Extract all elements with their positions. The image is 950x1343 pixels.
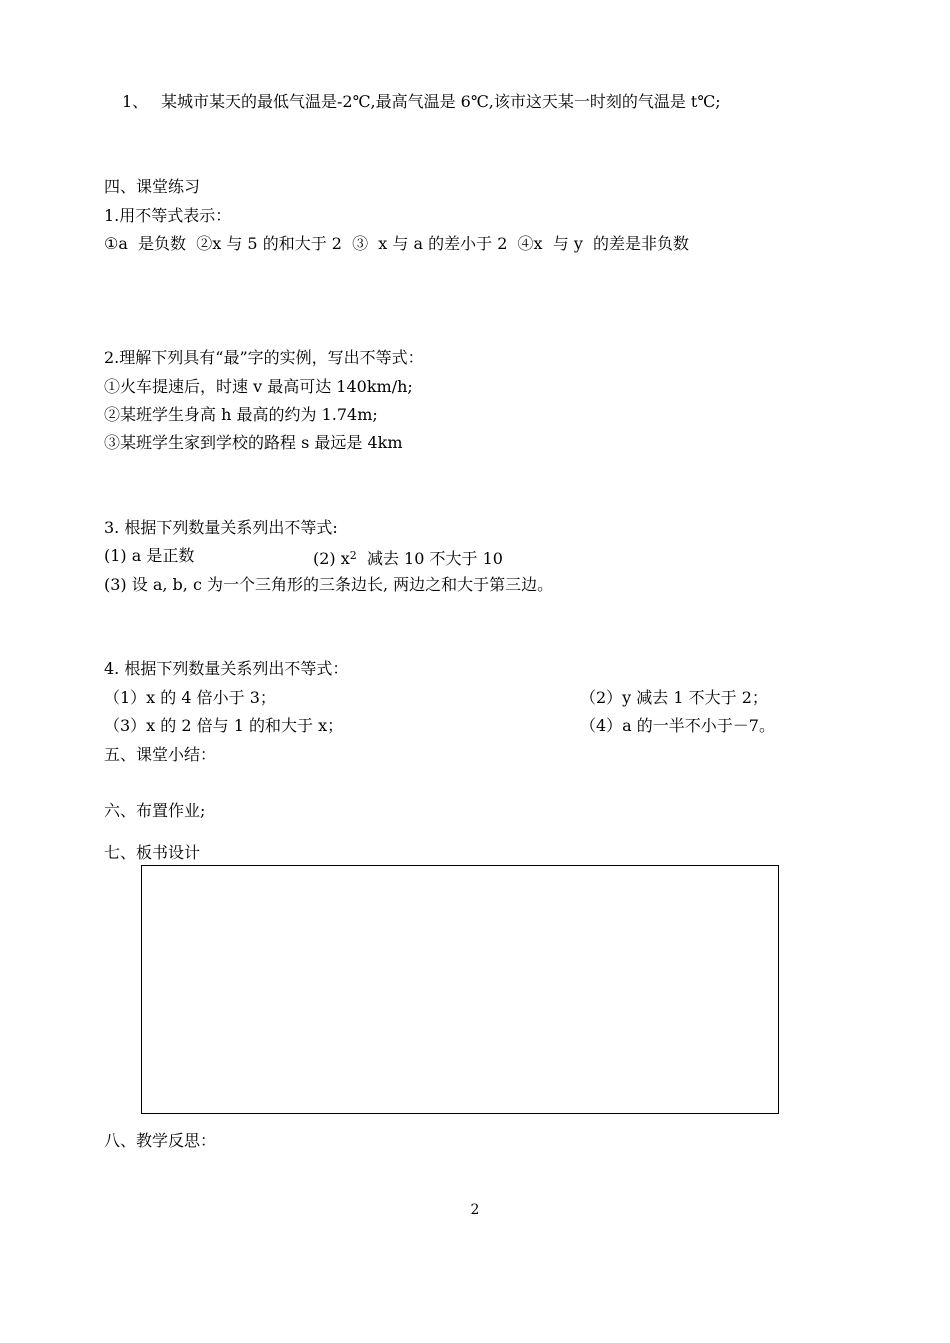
section6-heading: 六、布置作业; xyxy=(104,801,206,820)
q4-item-1: （1）x 的 4 倍小于 3； xyxy=(104,688,276,707)
q4-item-2: （2）y 减去 1 不大于 2； xyxy=(580,688,768,707)
q3-item-2-superscript: 2 xyxy=(349,549,357,562)
q3-title: 3. 根据下列数量关系列出不等式: xyxy=(104,518,338,537)
section7-heading: 七、板书设计 xyxy=(104,843,201,862)
q2-title: 2.理解下列具有“最”字的实例，写出不等式： xyxy=(104,348,424,367)
q4-item-4: （4）a 的一半不小于－7。 xyxy=(580,716,775,735)
section4-heading: 四、课堂练习 xyxy=(104,177,201,196)
q2-item-1: ①火车提速后，时速 v 最高可达 140km/h; xyxy=(104,377,413,396)
section8-heading: 八、教学反思： xyxy=(104,1131,217,1150)
q1-title: 1.用不等式表示： xyxy=(104,206,232,225)
q3-item-3: (3) 设 a, b, c 为一个三角形的三条边长, 两边之和大于第三边。 xyxy=(104,575,554,594)
q2-item-3: ③某班学生家到学校的路程 s 最远是 4km xyxy=(104,433,403,452)
section5-heading: 五、课堂小结： xyxy=(104,745,217,764)
page-number: 2 xyxy=(470,1202,480,1218)
q3-item-2 xyxy=(313,546,503,569)
q3-item-2-prefix: (2) x xyxy=(313,549,350,568)
intro-item-number: 1、 xyxy=(122,92,149,111)
q4-item-3: （3）x 的 2 倍与 1 的和大于 x； xyxy=(104,716,344,735)
q1-line: ①a 是负数 ②x 与 5 的和大于 2 ③ x 与 a 的差小于 2 ④x 与 y 的差是非负数 xyxy=(104,234,690,253)
intro-item-text: 某城市某天的最低气温是-2℃,最高气温是 6℃,该市这天某一时刻的气温是 t℃; xyxy=(161,92,721,111)
q4-title: 4. 根据下列数量关系列出不等式： xyxy=(104,659,349,678)
q3-item-2-suffix: 减去 10 不大于 10 xyxy=(356,549,503,568)
q2-item-2: ②某班学生身高 h 最高的约为 1.74m; xyxy=(104,405,378,424)
blackboard-design-box xyxy=(141,865,779,1114)
q3-item-1: (1) a 是正数 xyxy=(104,546,195,565)
